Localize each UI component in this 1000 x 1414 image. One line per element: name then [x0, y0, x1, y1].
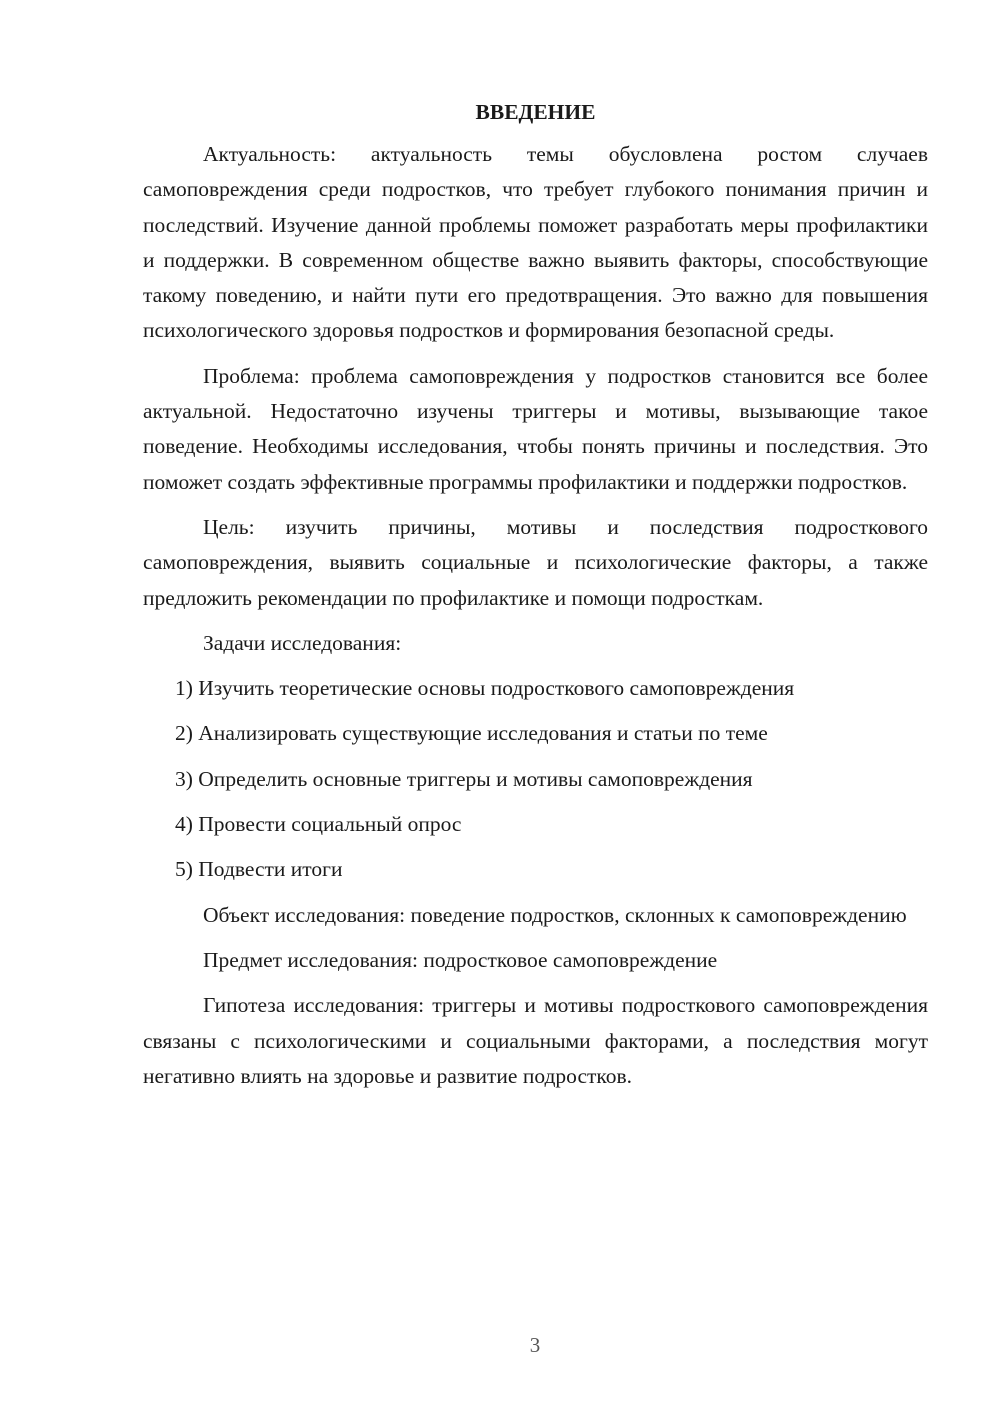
tasks-heading: Задачи исследования: — [203, 630, 402, 655]
hypothesis-paragraph: Гипотеза исследования: триггеры и мотивы подросткового самоповреждения связаны с психологическими и социальными факторами, а последствия могут негативно влиять на здоровье и развитие подростков. — [143, 993, 928, 1088]
task-item: 4) Провести социальный опрос — [175, 812, 462, 837]
section-title: ВВЕДЕНИЕ — [475, 100, 596, 124]
task-item: 1) Изучить теоретические основы подросткового самоповреждения — [175, 676, 795, 701]
page-number: 3 — [529, 1333, 541, 1357]
object-paragraph: Объект исследования: поведение подростков, склонных к самоповреждению — [203, 902, 907, 927]
task-item: 3) Определить основные триггеры и мотивы самоповреждения — [175, 766, 753, 791]
subject-paragraph: Предмет исследования: подростковое самоповреждение — [203, 947, 718, 972]
task-item: 5) Подвести итоги — [175, 857, 343, 882]
tasks-list — [143, 671, 928, 887]
problem-paragraph: Проблема: проблема самоповреждения у подростков становится все более актуальной. Недостаточно изучены триггеры и мотивы, вызывающие такое поведение. Необходимы исследования, чтобы понять причины и последствия. Это поможет создать эффективные программы профилактики и поддержки подростков. — [143, 363, 928, 494]
task-item: 2) Анализировать существующие исследования и статьи по теме — [175, 721, 768, 746]
document-page — [143, 95, 928, 1104]
relevance-paragraph: Актуальность: актуальность темы обусловлена ростом случаев самоповреждения среди подростков, что требует глубокого понимания причин и последствий. Изучение данной проблемы поможет разработать меры профилактики и поддержки. В современном обществе важно выявить факторы, способствующие такому поведению, и найти пути его предотвращения. Это важно для повышения психологического здоровья подростков и формирования безопасной среды. — [143, 142, 928, 343]
goal-paragraph: Цель: изучить причины, мотивы и последствия подросткового самоповреждения, выявить социальные и психологические факторы, а также предложить рекомендации по профилактике и помощи подросткам. — [143, 514, 928, 610]
